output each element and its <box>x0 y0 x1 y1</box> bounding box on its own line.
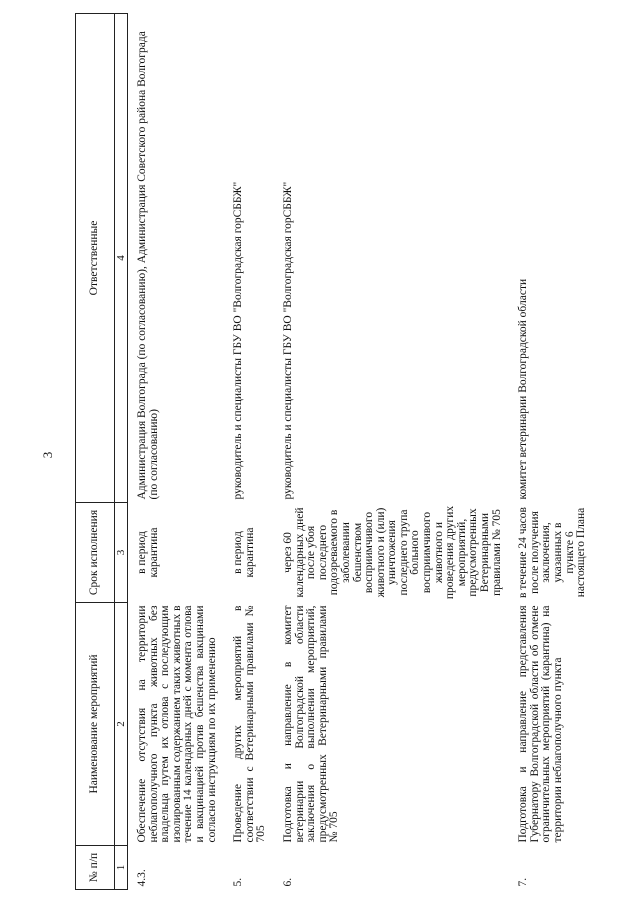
table-header-row <box>76 14 115 890</box>
row-responsible: Администрация Волгограда (по согласованию), Администрация Советского района Волгограда (по согласованию) <box>136 31 160 500</box>
column-number: 1 <box>115 846 128 890</box>
header-action: Наименование мероприятий <box>76 603 115 846</box>
row-action: Подготовка и направление в комитет ветеринарии Волгоградской области заключения о выполнении мероприятий, предусмотренных Ветеринарными правилами № 705 <box>281 605 341 843</box>
header-term: Срок исполнения <box>76 503 115 603</box>
column-number: 2 <box>115 603 128 846</box>
action-plan-table <box>75 13 589 890</box>
row-responsible: комитет ветеринарии Волгоградской области <box>517 278 530 500</box>
row-action: Подготовка и направление представления Губернатору Волгоградской области об отмене ограничительных мероприятий (карантина) на территории неблагополучного пункта <box>517 605 564 843</box>
table-row <box>504 14 589 890</box>
row-action: Проведение других мероприятий в соответствии с Ветеринарными правилами № 705 <box>232 605 268 843</box>
row-term: через 60 календарных дней после убоя последнего подозреваемого в заболевании бешенством восприимчивого животного и (или) уничтожения последнего трупа больного восприимчивого животного и проведения других мероприятий, предусмотренных Ветеринарными правилами № 705 <box>281 505 503 600</box>
table-row <box>269 14 504 890</box>
row-term: в период карантина <box>232 527 256 578</box>
column-number-row <box>115 14 128 890</box>
table-row <box>128 14 220 890</box>
row-number: 7. <box>517 877 530 887</box>
row-responsible: руководитель и специалисты ГБУ ВО "Волгоградская горСББЖ" <box>281 181 294 500</box>
row-number: 6. <box>281 877 294 887</box>
column-number: 3 <box>115 503 128 603</box>
row-action: Обеспечение отсутствия на территории неблагополучного пункта животных без владельца путем их отлова с последующим изолированным содержанием таких животных в течение 14 календарных дней с момента отлова и вакцинацией против бешенства вакцинами согласно инструкциям по их применению <box>136 605 218 843</box>
rotated-sheet <box>75 14 640 890</box>
header-number: № п/п <box>76 846 115 890</box>
row-term: в период карантина <box>136 527 160 578</box>
row-responsible: руководитель и специалисты ГБУ ВО "Волгоградская горСББЖ" <box>232 181 245 500</box>
row-term: в течение 24 часов после получения заключения, указанных в пункте 6 настоящего Плана <box>517 507 588 598</box>
page-number: 3 <box>40 451 55 459</box>
header-responsible: Ответственные <box>76 14 115 503</box>
table-row <box>219 14 269 890</box>
row-number: 5. <box>232 877 245 887</box>
row-number: 4.3. <box>136 869 148 887</box>
column-number: 4 <box>115 14 128 503</box>
